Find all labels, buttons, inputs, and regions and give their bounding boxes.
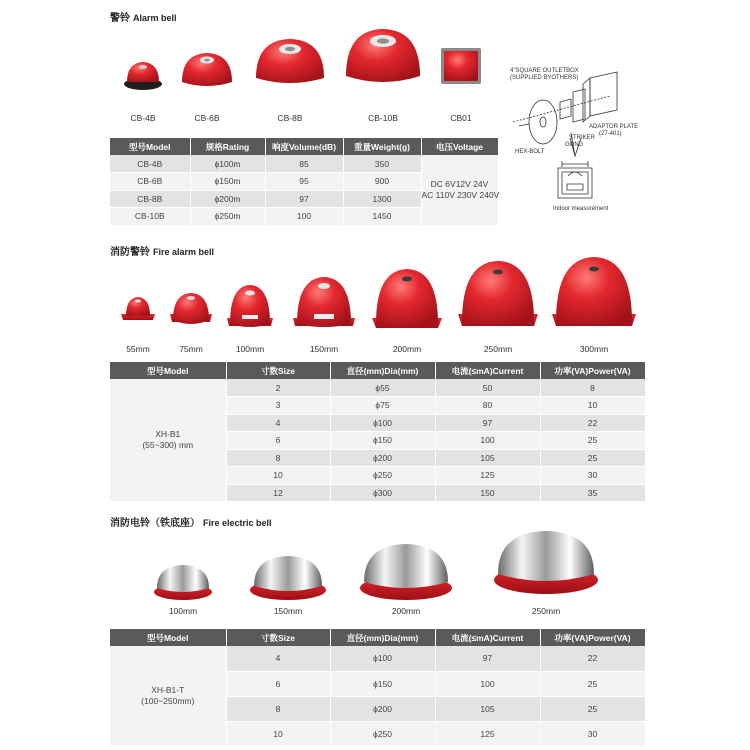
section-title-alarm-bell [110,9,177,24]
table-cell: 1450 [343,208,421,226]
table-header-row [110,138,498,155]
table-cell-model [110,646,226,746]
table-header-row [110,629,645,646]
product-cb-6b [178,48,236,123]
table-cell: 97 [435,414,540,432]
bell-image [343,26,423,88]
bell-image [552,252,636,332]
product-250mm [458,256,538,354]
table-cell: 30 [540,721,645,746]
table-cell: 4 [226,414,330,432]
table-cell: 97 [265,190,343,208]
table-cell: ϕ250m [190,208,265,226]
product-label: CB-10B [368,113,398,123]
section-title-fire-alarm-bell [110,243,214,258]
product-150mm [292,272,356,354]
product-200mm [372,264,442,354]
table-cell: ϕ200m [190,190,265,208]
diagram-label-adaptor-line2: (27-401) [599,131,622,137]
table-cell: 25 [540,671,645,696]
bell-image [118,292,158,328]
section-title-cn: 消防电铃（铁底座） [110,518,200,529]
table-cell: ϕ100 [330,414,435,432]
product-cb-8b [252,36,328,123]
diagram-label-adaptor [589,124,638,138]
mounting-diagram [505,64,640,214]
table-cell: ϕ250 [330,721,435,746]
table-cell: ϕ75 [330,397,435,415]
table-header-cell: 电流(≤mA)Current [435,629,540,646]
product-label: 150mm [273,606,303,616]
table-cell: 10 [540,397,645,415]
table-cell: 6 [226,432,330,450]
table-header-cell: 重量Weight(g) [343,138,421,155]
table-cell: ϕ200 [330,696,435,721]
table-cell: 105 [435,449,540,467]
bell-image [168,286,214,332]
product-label: 100mm [235,344,265,354]
model-line-2: (55~300) mm [142,440,194,450]
table-cell: 95 [265,173,343,191]
table-cell: ϕ200 [330,449,435,467]
diagram-label-outlet [510,68,579,82]
bell-image [248,552,328,602]
product-label: 200mm [391,606,421,616]
product-label: 100mm [168,606,198,616]
product-label: 250mm [483,344,513,354]
table-cell: ϕ150m [190,173,265,191]
table-cell: ϕ100 [330,646,435,671]
model-line-1: XH-B1-T [151,684,185,695]
product-300mm [552,252,636,354]
product-cb-10b [343,26,423,123]
table-header-cell: 功率(VA)Power(VA) [540,362,645,379]
section-title-cn: 警铃 [110,13,130,24]
diagram-label-gong: GONG [565,142,584,148]
table-cell: 4 [226,646,330,671]
product-200mm-electric [358,540,454,616]
bell-image [252,36,328,88]
section-title-en: Fire electric bell [203,518,272,528]
fire-electric-bell-spec-table [110,629,646,747]
product-label: CB-4B [130,113,156,123]
table-cell: 25 [540,696,645,721]
table-cell: 22 [540,414,645,432]
bell-image [122,55,164,91]
table-header-cell: 寸数Size [226,629,330,646]
section-title-en: Alarm bell [133,13,177,23]
product-label: CB01 [450,113,472,123]
table-cell: 25 [540,432,645,450]
table-cell: ϕ250 [330,467,435,485]
bell-image [372,264,442,334]
table-cell: ϕ55 [330,379,435,397]
table-cell: 80 [435,397,540,415]
table-cell: 2 [226,379,330,397]
table-cell: 3 [226,397,330,415]
table-cell: CB-4B [110,155,190,173]
section-title-cn: 消防警铃 [110,247,150,258]
table-cell-model [110,379,226,502]
table-cell: 100 [435,671,540,696]
table-header-cell: 电压Voltage [421,138,498,155]
table-row [110,379,645,397]
bell-image [292,272,356,332]
table-cell: 6 [226,671,330,696]
table-header-cell: 直径(mm)Dia(mm) [330,362,435,379]
product-100mm-electric [152,560,214,616]
table-cell: 125 [435,721,540,746]
table-header-cell: 直径(mm)Dia(mm) [330,629,435,646]
table-header-cell: 型号Model [110,629,226,646]
table-cell: 30 [540,467,645,485]
product-100mm [226,280,274,354]
table-header-cell: 型号Model [110,138,190,155]
table-cell: CB-6B [110,173,190,191]
table-cell: 12 [226,484,330,502]
product-label: CB-8B [277,113,303,123]
product-75mm [168,286,214,354]
table-cell: 50 [435,379,540,397]
product-cb01 [437,44,485,123]
table-row [110,155,498,173]
product-label: 150mm [309,344,339,354]
product-label: 200mm [392,344,422,354]
table-header-cell: 响度Volume(dB) [265,138,343,155]
diagram-label-hexbolt: HEX-BOLT [515,149,545,155]
alarm-bell-spec-table [110,138,499,226]
section-title-fire-electric-bell [110,514,272,529]
voltage-line-1: DC 6V12V 24V [430,178,489,189]
bell-image [458,256,538,332]
product-55mm [118,292,158,354]
table-cell: 8 [226,696,330,721]
table-cell: 22 [540,646,645,671]
table-cell: ϕ150 [330,432,435,450]
bell-image [437,44,485,86]
table-cell: ϕ150 [330,671,435,696]
bell-image [492,528,600,596]
diagram-label-outlet-line1: 4"SQUARE OUTLETBOX [510,68,579,74]
table-row [110,646,645,671]
product-label: 300mm [579,344,609,354]
table-cell: 105 [435,696,540,721]
model-line-2: (100~250mm) [141,695,195,706]
model-line-1: XH-B1 [155,429,181,439]
table-cell: 150 [435,484,540,502]
table-cell: 900 [343,173,421,191]
bell-image [358,540,454,602]
bell-image [152,560,214,602]
table-header-cell: 功率(VA)Power(VA) [540,629,645,646]
product-label: 250mm [531,606,561,616]
product-label: 55mm [126,344,150,354]
diagram-label-indoor: Indoor measurement [553,206,609,212]
table-cell: 8 [540,379,645,397]
table-cell: 100 [265,208,343,226]
table-cell: CB-10B [110,208,190,226]
table-cell: ϕ100m [190,155,265,173]
table-cell: CB-8B [110,190,190,208]
table-cell: 97 [435,646,540,671]
diagram-label-striker: STRIKER [569,135,596,141]
table-cell: 8 [226,449,330,467]
bell-image [226,280,274,332]
diagram-label-adaptor-line1: ADAPTOR PLATE [589,124,639,130]
table-header-cell: 规格Rating [190,138,265,155]
product-250mm-electric [492,528,600,616]
fire-alarm-bell-spec-table [110,362,646,502]
product-cb-4b [122,55,164,123]
table-header-cell: 电流(≤mA)Current [435,362,540,379]
table-cell: 85 [265,155,343,173]
table-cell: 10 [226,467,330,485]
table-cell: 100 [435,432,540,450]
table-header-cell: 寸数Size [226,362,330,379]
product-label: CB-6B [194,113,220,123]
table-header-row [110,362,645,379]
product-150mm-electric [248,552,328,616]
product-label: 75mm [179,344,203,354]
diagram-label-outlet-line2: (SUPPLIED BYOTHERS) [510,75,579,81]
table-cell: 25 [540,449,645,467]
table-cell: 10 [226,721,330,746]
bell-image [178,48,236,90]
table-cell: 125 [435,467,540,485]
table-cell: 35 [540,484,645,502]
voltage-line-2: AC 110V 230V 240V [421,189,500,200]
table-cell: 350 [343,155,421,173]
table-header-cell: 型号Model [110,362,226,379]
section-title-en: Fire alarm bell [153,247,215,257]
table-cell-voltage [421,155,498,225]
table-cell: ϕ300 [330,484,435,502]
table-cell: 1300 [343,190,421,208]
